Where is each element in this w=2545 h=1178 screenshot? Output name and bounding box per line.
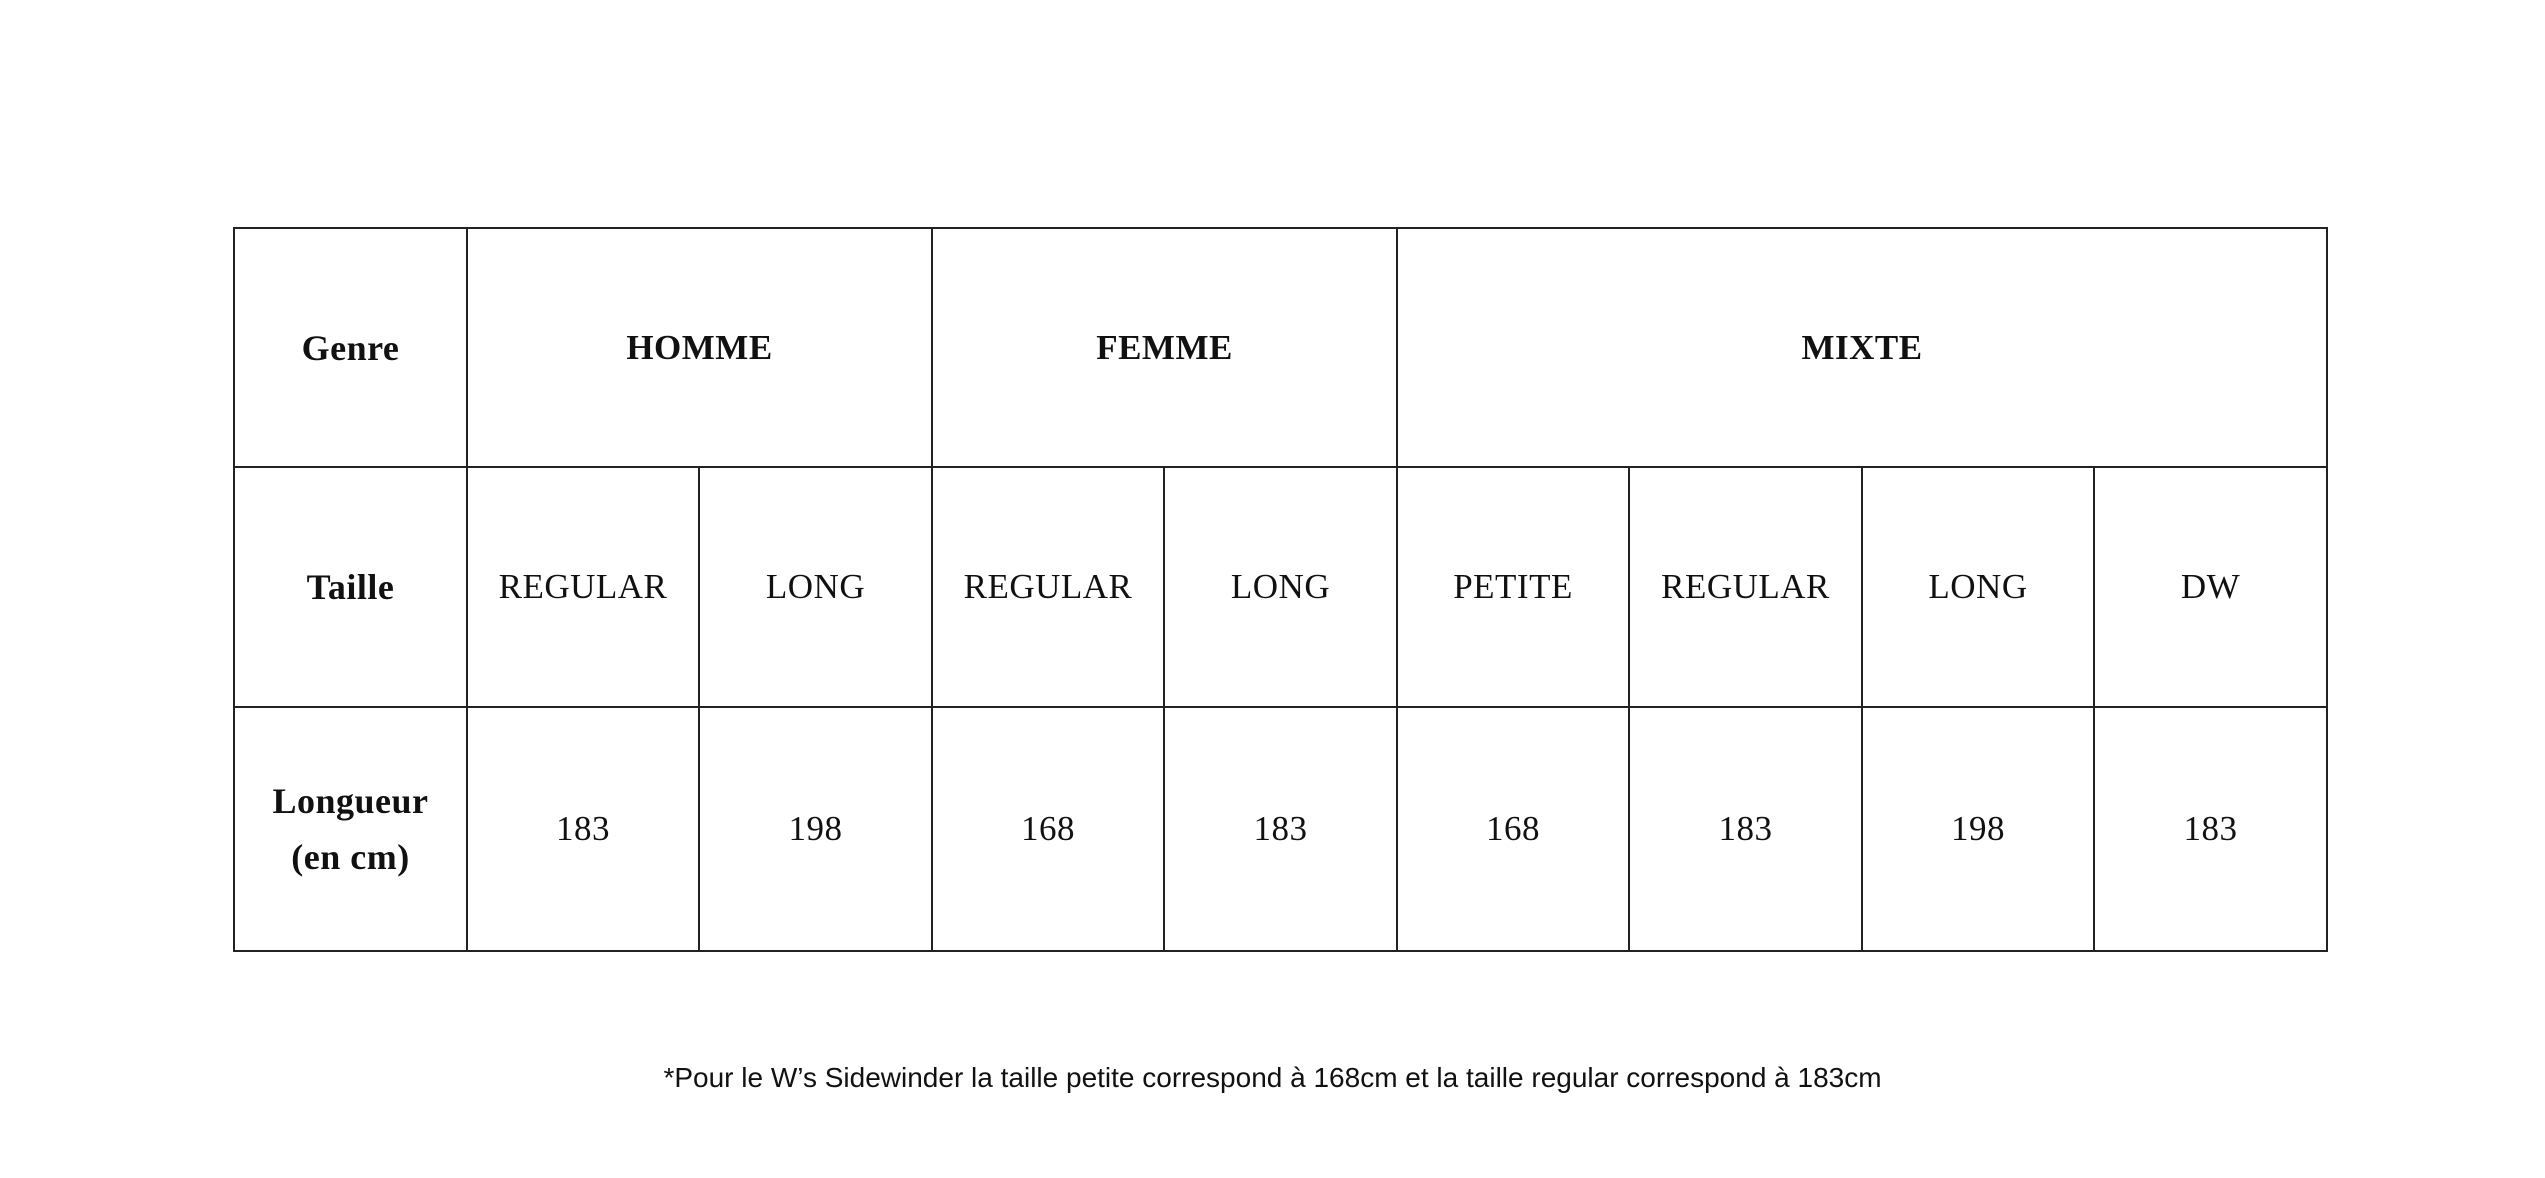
group-mixte: MIXTE <box>1397 228 2327 467</box>
length-cell: 183 <box>1164 707 1397 951</box>
size-chart-table <box>233 227 2328 952</box>
size-cell: LONG <box>1164 467 1397 707</box>
length-cell: 168 <box>932 707 1164 951</box>
length-cell: 183 <box>2094 707 2327 951</box>
row-header-longueur-line1: Longueur <box>272 781 429 821</box>
size-cell: REGULAR <box>1629 467 1862 707</box>
taille-row <box>234 467 2327 707</box>
length-cell: 168 <box>1397 707 1629 951</box>
size-cell: REGULAR <box>932 467 1164 707</box>
length-cell: 198 <box>699 707 932 951</box>
row-header-genre: Genre <box>234 228 467 467</box>
length-cell: 183 <box>1629 707 1862 951</box>
length-cell: 198 <box>1862 707 2094 951</box>
size-cell: LONG <box>699 467 932 707</box>
group-homme: HOMME <box>467 228 932 467</box>
length-cell: 183 <box>467 707 699 951</box>
genre-row <box>234 228 2327 467</box>
footnote: *Pour le W’s Sidewinder la taille petite correspond à 168cm et la taille regular correspond à 183cm <box>663 1062 1882 1093</box>
size-cell: DW <box>2094 467 2327 707</box>
row-header-longueur-line2: (en cm) <box>291 837 410 877</box>
longueur-row <box>234 707 2327 951</box>
row-header-taille: Taille <box>234 467 467 707</box>
size-cell: PETITE <box>1397 467 1629 707</box>
size-cell: REGULAR <box>467 467 699 707</box>
size-cell: LONG <box>1862 467 2094 707</box>
group-femme: FEMME <box>932 228 1397 467</box>
row-header-longueur <box>234 707 467 951</box>
